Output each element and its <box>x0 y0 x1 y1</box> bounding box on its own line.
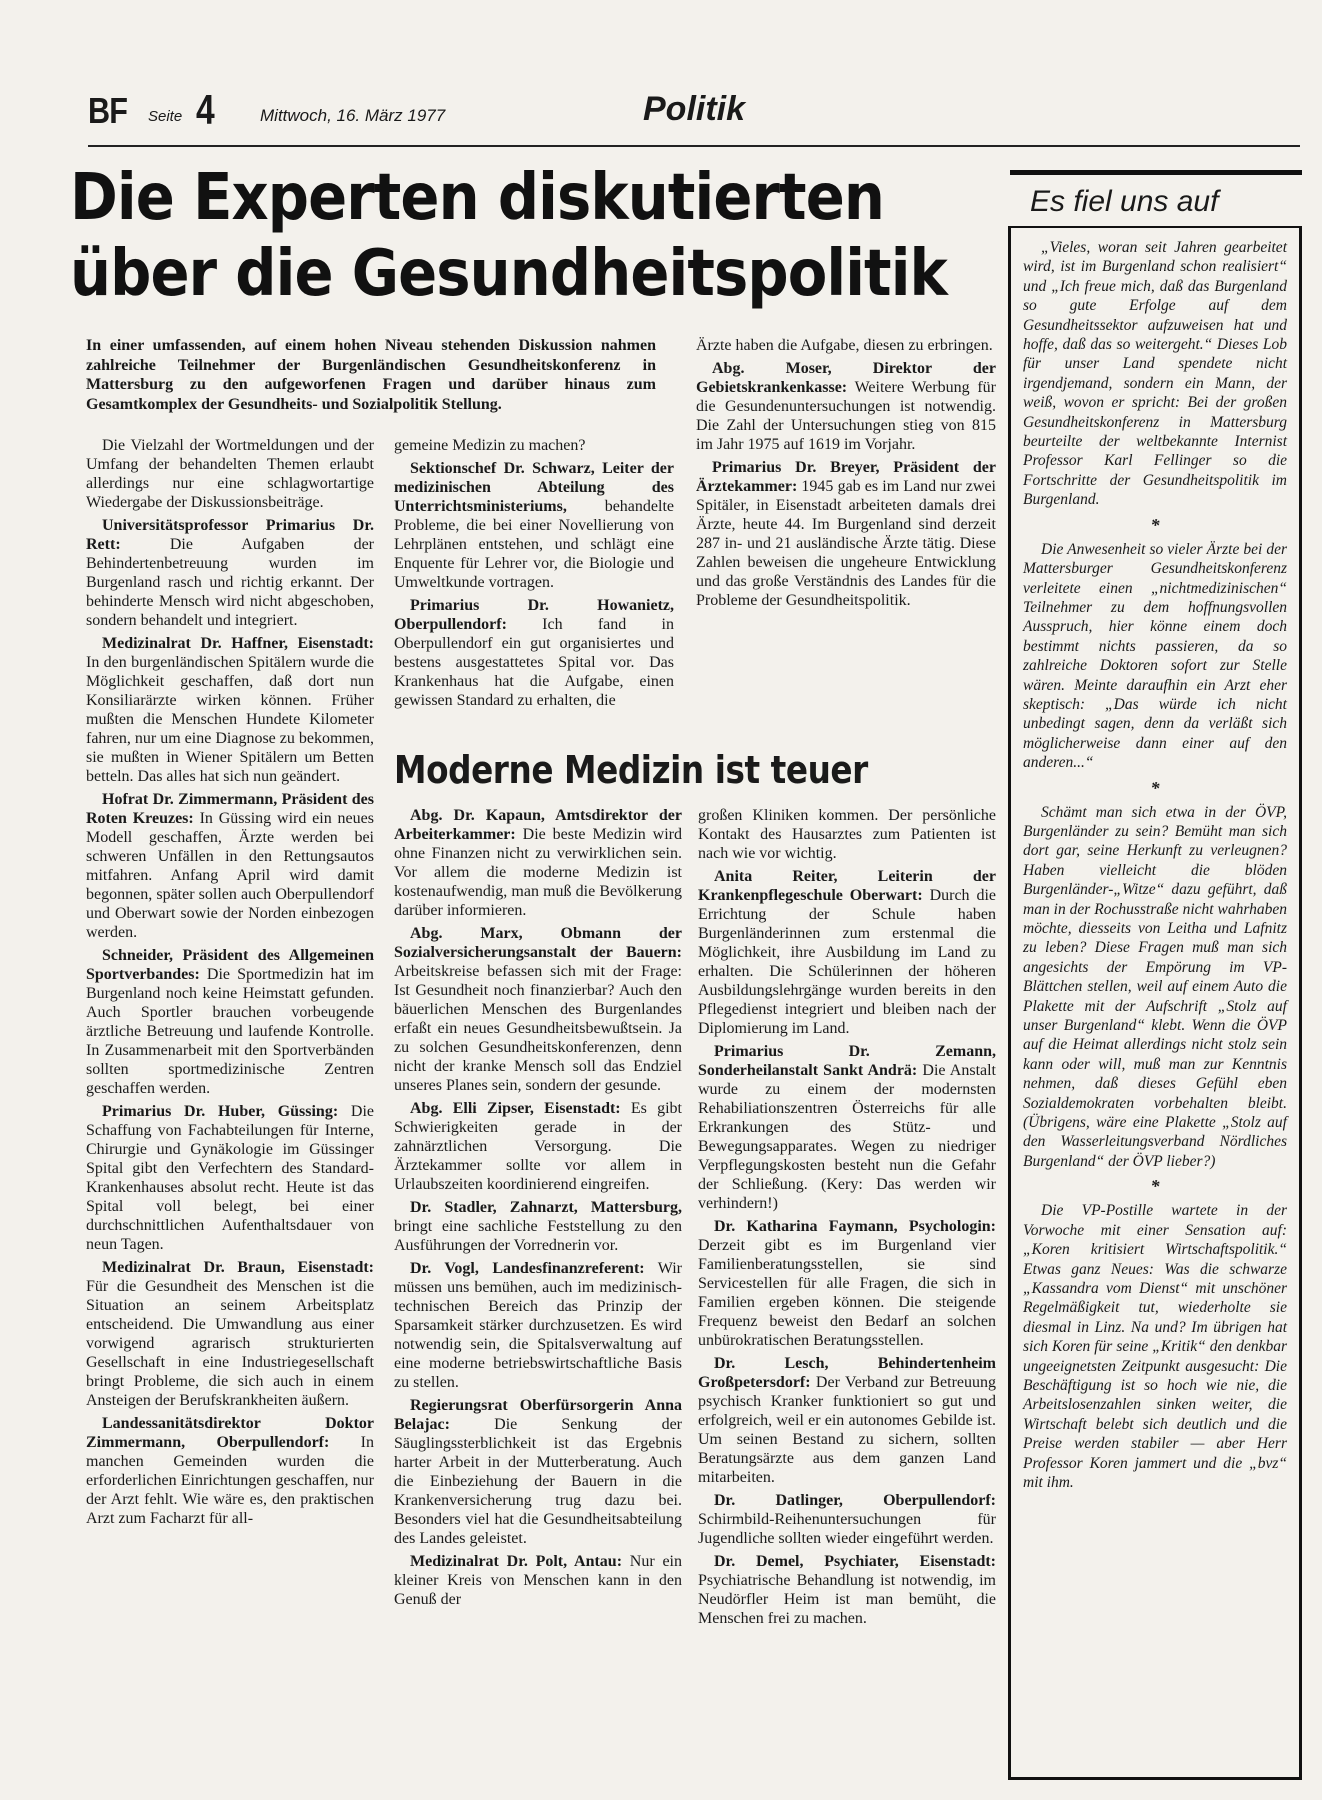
article-paragraph <box>698 867 996 1038</box>
speaker-name: Landessanitätsdirektor Doktor Zimmermann, Oberpullendorf: <box>86 1415 374 1451</box>
paragraph-text: 1945 gab es im Land nur zwei Spitäler, in Eisenstadt arbeiteten damals drei Ärzte, heute 44. Im Burgenland sind derzeit 287 in- und 21 ausländische Ärzte tätig. Diese Zahlen beweisen die ungeheure Entwicklung und das große Verständnis des Landes für die Probleme der Gesundheitspolitik. <box>696 478 996 609</box>
speaker-name: Abg. Moser, Direktor der Gebietskrankenkasse: <box>696 360 996 396</box>
paragraph-text: Weitere Werbung für die Gesundenuntersuchungen ist notwendig. Die Zahl der Untersuchungen stieg von 815 im Jahr 1975 auf 1619 im Vorjahr. <box>696 379 996 453</box>
article-subheading: Moderne Medizin ist teuer <box>394 748 868 792</box>
article-paragraph <box>696 336 996 355</box>
article-paragraph <box>698 1552 996 1628</box>
speaker-name: Anita Reiter, Leiterin der Krankenpflegeschule Oberwart: <box>698 868 996 904</box>
paragraph-text: Die Anstalt wurde zu einem der modernsten Rehabiliationszentren Österreichs für alle Erkrankungen des Stütz- und Bewegungsapparates. Wegen zu niedriger Verpflegungskosten besteht nun die Gefahr der Schließung. (Kery: Das werden wir verhindern!) <box>698 1062 996 1212</box>
speaker-name: Primarius Dr. Howanietz, Oberpullendorf: <box>394 597 674 633</box>
paragraph-text: In den burgenländischen Spitälern wurde die Möglichkeit geschaffen, daß dort nun Konsiliarärzte wirken können. Früher mußten die Menschen Hundete Kilometer fahren, nur um eine Diagnose zu bekommen, sie mußten in Wiener Spitälern um Betten betteln. Das alles hat sich nun geändert. <box>86 654 374 785</box>
article-column-1 <box>86 436 374 1776</box>
speaker-name: Hofrat Dr. Zimmermann, Präsident des Roten Kreuzes: <box>86 791 374 827</box>
article-paragraph <box>698 1042 996 1213</box>
speaker-name: Dr. Lesch, Behindertenheim Großpetersdorf: <box>698 1355 996 1391</box>
masthead-rule <box>88 145 1300 147</box>
article-paragraph <box>86 1258 374 1410</box>
paragraph-text: Die Aufgaben der Behindertenbetreuung wurden im Burgenland rasch und richtig erkannt. Der behinderte Mensch wird nicht abgeschoben, sondern behandelt und integriert. <box>86 536 374 629</box>
article-paragraph <box>86 516 374 630</box>
article-paragraph <box>394 1198 682 1255</box>
speaker-name: Dr. Vogl, Landesfinanzreferent: <box>410 1260 645 1277</box>
paragraph-text: gemeine Medizin zu machen? <box>394 437 586 454</box>
article-paragraph <box>394 459 674 592</box>
sidebar-paragraph: Schämt man sich etwa in der ÖVP, Burgenländer zu sein? Bemüht man sich dort gar, seine Herkunft zu verleugnen? Haben vielleicht die blöden Burgenländer-„Witze“ dazu geführt, daß man in der Rochusstraße nicht wahrhaben möchte, diesseits von Leitha und Lafnitz zu leben? Diese Fragen muß man sich angesichts der Empörung im VP-Blättchen stellen, weil auf einem Auto die Plakette mit der Aufschrift „Stolz auf unser Burgenland“ klebt. Wenn die ÖVP auf die Heimat allerdings nicht stolz sein kann oder will, muß man zur Kenntnis nehmen, daß dieses Gefühl eben Sozialdemokraten vorbehalten bleibt. (Übrigens, wäre eine Plakette „Stolz auf den Wasserleitungsverband Nördliches Burgenland“ der ÖVP lieber?) <box>1023 803 1287 1170</box>
article-column-2-top <box>394 436 674 736</box>
speaker-name: Regierungsrat Oberfürsorgerin Anna Belajac: <box>394 1397 682 1433</box>
paragraph-text: Für die Gesundheit des Menschen ist die Situation an seinem Arbeitsplatz entscheidend. Die Umwandlung aus einer vorwigend agrarisch strukturierten Gesellschaft in eine Industriegesellschaft bringt Probleme, die sich auch in einem Ansteigen der Berufskrankheiten äußern. <box>86 1278 374 1409</box>
speaker-name: Dr. Stadler, Zahnarzt, Mattersburg, <box>410 1199 682 1216</box>
article-lead: In einer umfassenden, auf einem hohen Niveau stehenden Diskussion nahmen zahlreiche Teilnehmer der Burgenländischen Gesundheitskonferenz in Mattersburg zu den aufgeworfenen Fragen und darüber hinaus zum Gesamtkomplex der Gesundheits- und Sozialpolitik Stellung. <box>86 337 656 413</box>
paragraph-text: Wir müssen uns bemühen, auch im medizinisch-technischen Bereich das Prinzip der Sparsamkeit stärker durchzusetzen. Es wird notwendig sein, die Spitalsverwaltung auf eine moderne betriebswirtschaftliche Basis zu stellen. <box>394 1260 682 1391</box>
paragraph-text: Ärzte haben die Aufgabe, diesen zu erbringen. <box>696 337 993 354</box>
paragraph-text: Durch die Errichtung der Schule haben Burgenländerinnen zum erstenmal die Möglichkeit, ihre Ausbildung im Land zu erhalten. Die Schülerinnen der höheren Ausbildungslehrgänge wurden bereits in den Pflegedienst integriert und bleiben nach der Diplomierung im Land. <box>698 887 996 1037</box>
speaker-name: Medizinalrat Dr. Braun, Eisenstadt: <box>102 1259 374 1276</box>
speaker-name: Abg. Elli Zipser, Eisenstadt: <box>410 1100 621 1117</box>
paragraph-text: Psychiatrische Behandlung ist notwendig, im Neudörfler Heim ist man bemüht, die Menschen frei zu machen. <box>698 1572 996 1627</box>
article-paragraph <box>86 634 374 786</box>
paragraph-text: Schirmbild-Reihenuntersuchungen für Jugendliche sollten wieder eingeführt werden. <box>698 1511 996 1547</box>
article-paragraph <box>394 924 682 1095</box>
page-label: Seite <box>148 108 183 125</box>
article-column-3-top <box>696 336 996 736</box>
headline-line-2: über die Gesundheitspolitik <box>70 237 947 311</box>
speaker-name: Sektionschef Dr. Schwarz, Leiter der medizinischen Abteilung des Unterrichtsministeriums, <box>394 460 674 515</box>
headline-line-1: Die Experten diskutierten <box>70 161 884 235</box>
newspaper-logo: BF <box>88 90 128 131</box>
article-column-2-bottom <box>394 806 682 1776</box>
separator-star: * <box>1150 777 1160 798</box>
paragraph-text: bringt eine sachliche Feststellung zu den Ausführungen der Vorrednerin vor. <box>394 1218 682 1254</box>
article-paragraph <box>86 436 374 512</box>
article-paragraph <box>86 1102 374 1254</box>
paragraph-text: Der Verband zur Betreuung psychisch Kranker funktioniert so gut und erfolgreich, weil er ein autonomes Gebilde ist. Um seinen Bestand zu sichern, sollten Beratungsärzte aus dem ganzen Land mitarbeiten. <box>698 1374 996 1486</box>
article-column-3-bottom <box>698 806 996 1776</box>
paragraph-text: behandelte Probleme, die bei einer Novellierung von Lehrplänen entstehen, und schlägt eine Enquente für Lehrer vor, die Biologie und Umweltkunde vortragen. <box>394 498 674 591</box>
masthead <box>88 84 1298 148</box>
article-paragraph <box>394 436 674 455</box>
speaker-name: Abg. Marx, Obmann der Sozialversicherungsanstalt der Bauern: <box>394 925 682 961</box>
speaker-name: Medizinalrat Dr. Haffner, Eisenstadt: <box>102 635 374 652</box>
section-title: Politik <box>643 90 746 128</box>
article-paragraph <box>394 806 682 920</box>
article-paragraph <box>696 359 996 454</box>
article-paragraph <box>698 1491 996 1548</box>
paragraph-text: Die Vielzahl der Wortmeldungen und der Umfang der behandelten Themen erlaubt allerdings nur eine schlagwortartige Wiedergabe der Diskussionsbeiträge. <box>86 437 374 511</box>
article-paragraph <box>394 1259 682 1392</box>
article-paragraph <box>394 1552 682 1609</box>
article-paragraph <box>394 1396 682 1548</box>
article-paragraph <box>86 946 374 1098</box>
speaker-name: Dr. Katharina Faymann, Psychologin: <box>714 1218 996 1235</box>
paragraph-text: Die Schaffung von Fachabteilungen für Interne, Chirurgie und Gynäkologie im Güssinger Spital gibt den Verfechtern des Standard-Krankenhauses absolut recht. Heute ist das Spital voll belegt, bei einer durchschnittlichen Aufenthaltsdauer von neun Tagen. <box>86 1103 374 1253</box>
speaker-name: Dr. Demel, Psychiater, Eisenstadt: <box>714 1553 996 1570</box>
article-paragraph <box>698 1217 996 1350</box>
issue-date: Mittwoch, 16. März 1977 <box>260 106 446 125</box>
article-headline <box>70 160 947 312</box>
speaker-name: Universitätsprofessor Primarius Dr. Rett: <box>86 517 374 553</box>
speaker-name: Primarius Dr. Huber, Güssing: <box>102 1103 339 1120</box>
paragraph-text: Die beste Medizin wird ohne Finanzen nicht zu verwirklichen sein. Vor allem die moderne Medizin ist kostenaufwendig, man muß die Bevölkerung darüber informieren. <box>394 826 682 919</box>
article-paragraph <box>394 1099 682 1194</box>
article-paragraph <box>86 1414 374 1528</box>
paragraph-text: großen Kliniken kommen. Der persönliche Kontakt des Hausarztes zum Patienten ist nach wie vor wichtig. <box>698 807 996 862</box>
page-number: 4 <box>196 86 215 133</box>
paragraph-text: Derzeit gibt es im Burgenland vier Familienberatungsstellen, sie sind Servicestellen für alle Fragen, die sich in Familien ergeben können. Die steigende Frequenz beweist den Bedarf an solchen unbürokratischen Beratungsstellen. <box>698 1237 996 1349</box>
paragraph-text: Die Senkung der Säuglingssterblichkeit ist das Ergebnis harter Arbeit in der Mutterberatung. Auch die Einbeziehung der Bauern in die Krankenversicherung trug dazu bei. Besonders viel hat die Gesundheitsabteilung des Landes geleistet. <box>394 1416 682 1547</box>
speaker-name: Primarius Dr. Breyer, Präsident der Ärztekammer: <box>696 459 996 495</box>
article-paragraph <box>696 458 996 610</box>
article-paragraph <box>86 790 374 942</box>
paragraph-text: Ich fand in Oberpullendorf ein gut organisiertes und bestens ausgestattetes Spital vor. Das Krankenhaus hat die Aufgabe, einen gewissen Standard zu erhalten, die <box>394 616 674 709</box>
speaker-name: Abg. Dr. Kapaun, Amtsdirektor der Arbeiterkammer: <box>394 807 682 843</box>
sidebar-paragraph: Die VP-Postille wartete in der Vorwoche mit einer Sensation auf: „Koren kritisiert Wirtschaftspolitik.“ Etwas ganz Neues: Was die schwarze „Kassandra vom Dienst“ mit unschöner Regelmäßigkeit tut, wiederholte sie diesmal in Linz. Na und? Im übrigen hat sich Koren für seine „Kritik“ den denkbar ungeeignetsten Zeitpunkt ausgesucht: Die Beschäftigung ist so hoch wie nie, die Arbeitslosenzahlen sinken weiter, die Wirtschaft belebt sich deutlich und die Preise werden stabiler — aber Herr Professor Koren jammert und die „bvz“ mit ihm. <box>1023 1202 1287 1491</box>
separator-star: * <box>1150 514 1160 535</box>
paragraph-text: In Güssing wird ein neues Modell geschaffen, Ärzte werden bei schweren Unfällen in den Rettungsautos mitfahren. Anfang April wird damit begonnen, später sollen auch Oberpullendorf und Oberwart sowie der Norden einbezogen werden. <box>86 810 374 941</box>
paragraph-text: Die Sportmedizin hat im Burgenland noch keine Heimstatt gefunden. Auch Sportler brauchen vorbeugende ärztliche Betreuung und laufende Kontrolle. In Zusammenarbeit mit den Sportverbänden sollten sportmedizinische Zentren geschaffen werden. <box>86 966 374 1097</box>
speaker-name: Schneider, Präsident des Allgemeinen Sportverbandes: <box>86 947 374 983</box>
paragraph-text: Arbeitskreise befassen sich mit der Frage: Ist Gesundheit noch finanzierbar? Auch den bäuerlichen Menschen des Burgenlandes erfaßt ein neues Gesundheitsbewußtsein. Ja zu solchen Gesundheitskonferenzen, denn nicht der kranke Mensch soll das Endziel unseres Planes sein, sondern der gesunde. <box>394 963 682 1094</box>
article-paragraph <box>394 596 674 710</box>
sidebar-title: Es fiel uns auf <box>1010 182 1302 226</box>
speaker-name: Dr. Datlinger, Oberpullendorf: <box>714 1492 996 1509</box>
paragraph-text: Es gibt Schwierigkeiten gerade in der zahnärztlichen Versorgung. Die Ärztekammer sollte vor allem in Urlaubszeiten koordinierend eingreifen. <box>394 1100 683 1193</box>
sidebar-box <box>1008 226 1302 1780</box>
sidebar-top-rule <box>1010 170 1302 175</box>
article-paragraph <box>698 1354 996 1487</box>
sidebar-paragraph: Die Anwesenheit so vieler Ärzte bei der Mattersburger Gesundheitskonferenz verleitete einen „nichtmedizinischen“ Teilnehmer zu dem hoffnungsvollen Ausspruch, hier könne einem doch bestimmt nichts passieren, da so zahlreiche Doktoren sofort zur Stelle wären. Meinte daraufhin ein Arzt eher skeptisch: „Das würde ich nicht unbedingt sagen, denn da verläßt sich möglicherweise dann einer auf den anderen...“ <box>1023 540 1287 772</box>
sidebar-paragraph: „Vieles, woran seit Jahren gearbeitet wird, ist im Burgenland schon realisiert“ und „Ich freue mich, daß das Burgenland so gute Erfolge auf dem Gesundheitssektor aufzuweisen hat und hoffe, daß das so weitergeht.“ Dieses Lob für unser Land spendete nicht irgendjemand, sondern ein Mann, der weiß, wovon er spricht: Bei der großen Gesundheitskonferenz in Mattersburg beurteilte der weltbekannte Internist Professor Karl Fellinger so die Fortschritte der Gesundheitspolitik im Burgenland. <box>1023 239 1287 509</box>
separator-star: * <box>1150 1176 1160 1197</box>
paragraph-text: In manchen Gemeinden wurden die erforderlichen Einrichtungen geschaffen, nur der Arzt fehlt. Wie wäre es, den praktischen Arzt zum Facharzt für all- <box>86 1434 374 1527</box>
speaker-name: Medizinalrat Dr. Polt, Antau: <box>410 1553 623 1570</box>
paragraph-text: Nur ein kleiner Kreis von Menschen kann in den Genuß der <box>394 1553 682 1608</box>
speaker-name: Primarius Dr. Zemann, Sonderheilanstalt Sankt Andrä: <box>698 1043 996 1079</box>
article-paragraph <box>698 806 996 863</box>
